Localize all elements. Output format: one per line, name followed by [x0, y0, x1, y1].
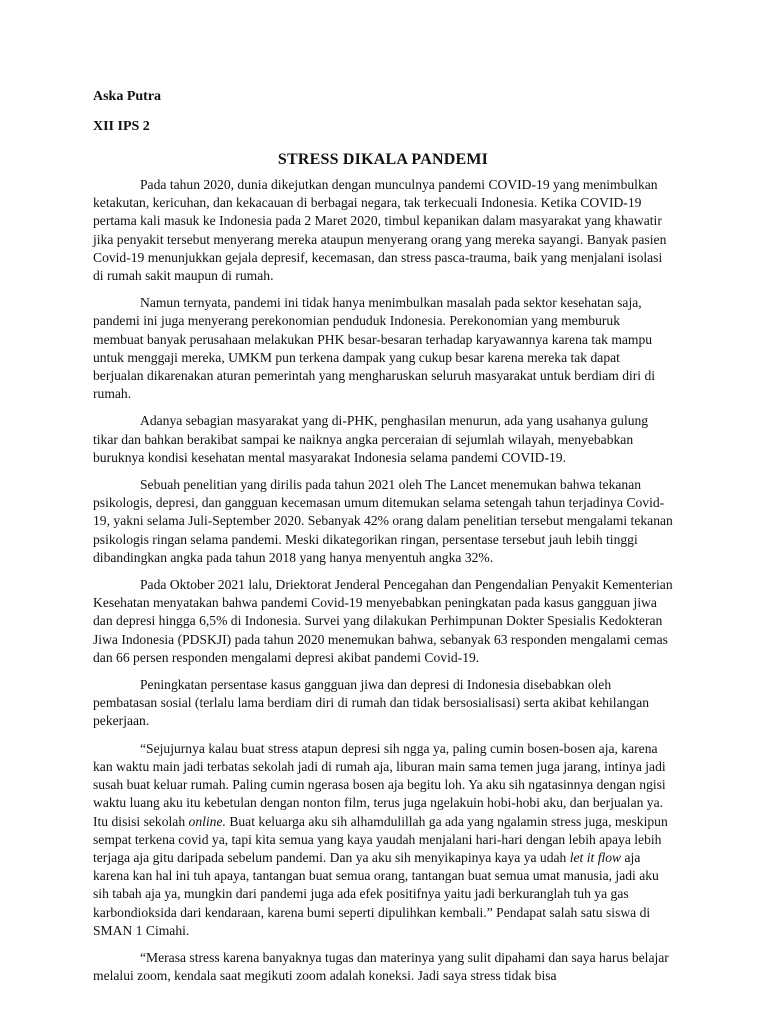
paragraph-phk: Adanya sebagian masyarakat yang di-PHK, penghasilan menurun, ada yang usahanya gulung tikar dan bahkan berakibat sampai ke naiknya angka perceraian di sejumlah wilayah, menyebabkan buruknya kondisi kesehatan mental masyarakat Indonesia selama pandemi COVID-19. — [93, 413, 649, 465]
paragraph-kemenkes: Pada Oktober 2021 lalu, Driektorat Jenderal Pencegahan dan Pengendalian Penyakit Kementerian Kesehatan menyatakan bahwa pandemi Covid-19 menyebabkan peningkatan pada kasus gangguan jiwa dan depresi hingga 6,5% di Indonesia. Survei yang dilakukan Perhimpunan Dokter Spesialis Kedokteran Jiwa Indonesia (PDSKJI) pada tahun 2020 menemukan bahwa, sebanyak 63 responden mengalami cemas dan 66 persen responden mengalami depresi akibat pandemi Covid-19. — [93, 577, 673, 665]
quote-text: aja karena kan hal ini tuh apaya, tantangan buat semua orang, tantangan buat semua umat manusia, jadi aku sih tabah aja ya, mungkin dari pandemi juga ada efek positifnya yaitu jadi berkuranglah tuh ya gas karbondioksida dari kendaraan, karena bumi seperti dipulihkan kembali.” Pendapat salah satu siswa di SMAN 1 Cimahi. — [93, 849, 659, 938]
paragraph-cause: Peningkatan persentase kasus gangguan jiwa dan depresi di Indonesia disebabkan oleh pembatasan sosial (terlalu lama berdiam diri di rumah dan tidak bersosialisasi) serta akibat kehilangan pekerjaan. — [93, 677, 650, 729]
paragraph-economy: Namun ternyata, pandemi ini tidak hanya menimbulkan masalah pada sektor kesehatan saja, pandemi ini juga menyerang perekonomian penduduk Indonesia. Perekonomian yang memburuk membuat banyak perusahaan melakukan PHK besar-besaran terhadap karyawannya karena tak mampu untuk menggaji mereka, UMKM pun terkena dampak yang cukup besar karena mereka tak dapat berjualan dikarenakan aturan pemerintah yang mengharuskan seluruh masyarakat untuk berdiam diri di rumah. — [93, 295, 656, 402]
paragraph-quote-student — [93, 740, 673, 940]
quote-italic-let-it-flow: let it flow — [569, 849, 622, 865]
author-name: Aska Putra — [93, 89, 162, 104]
quote-text: Buat keluarga aku sih alhamdulillah ga ada yang ngalamin stress juga, meskipun sempat terkena covid ya, tapi kita semua yang kaya yaudah menjalani hari-hari dengan lebih apaya lebih terjaga aja gitu daripada sebelum pandemi. Dan ya aku sih menyikapinya kaya ya udah — [93, 813, 668, 865]
quote-italic-online: online. — [188, 813, 226, 829]
paragraph-intro: Pada tahun 2020, dunia dikejutkan dengan munculnya pandemi COVID-19 yang menimbulkan ketakutan, kericuhan, dan kekacauan di berbagai negara, tak terkecuali Indonesia. Ketika COVID-19 pertama kali masuk ke Indonesia pada 2 Maret 2020, timbul kepanikan dalam masyarakat yang khawatir jika penyakit tersebut menyerang mereka ataupun menyerang orang yang mereka sayangi. Banyak pasien Covid-19 menunjukkan gejala depresif, kecemasan, dan stress pasca-trauma, baik yang menjalani isolasi di rumah sakit maupun di rumah. — [93, 177, 667, 284]
class-name: XII IPS 2 — [93, 119, 150, 134]
paragraph-lancet: Sebuah penelitian yang dirilis pada tahun 2021 oleh The Lancet menemukan bahwa tekanan psikologis, depresi, dan gangguan kecemasan umum ditemukan selama setengah tahun terjadinya Covid-19, yakni selama Juli-September 2020. Sebanyak 42% orang dalam penelitian tersebut mengalami tekanan psikologis ringan selama pandemi. Meski dikategorikan ringan, persentase tersebut jauh lebih tinggi dibandingkan angka pada tahun 2018 yang hanya menyentuh angka 32%. — [93, 477, 673, 565]
quote-text: “Sejujurnya kalau buat stress atapun depresi sih ngga ya, paling cumin bosen-bosen aja, karena kan waktu main jadi terbatas sekolah jadi di rumah aja, liburan main sama temen juga jarang, intinya jadi susah buat keluar rumah. Paling cumin ngerasa bosen aja begitu loh. Ya aku sih ngatasinnya dengan ngisi waktu luang aku itu kebetulan dengan nonton film, terus juga ngelakuin hobi-hobi aku, dan berjualan ya. Itu disisi sekolah — [93, 740, 666, 829]
paragraph-quote-zoom: “Merasa stress karena banyaknya tugas dan materinya yang sulit dipahami dan saya harus belajar melalui zoom, kendala saat megikuti zoom adalah koneksi. Jadi saya stress tidak bisa — [93, 949, 669, 984]
document-title: STRESS DIKALA PANDEMI — [277, 151, 489, 168]
document-body — [93, 87, 673, 994]
